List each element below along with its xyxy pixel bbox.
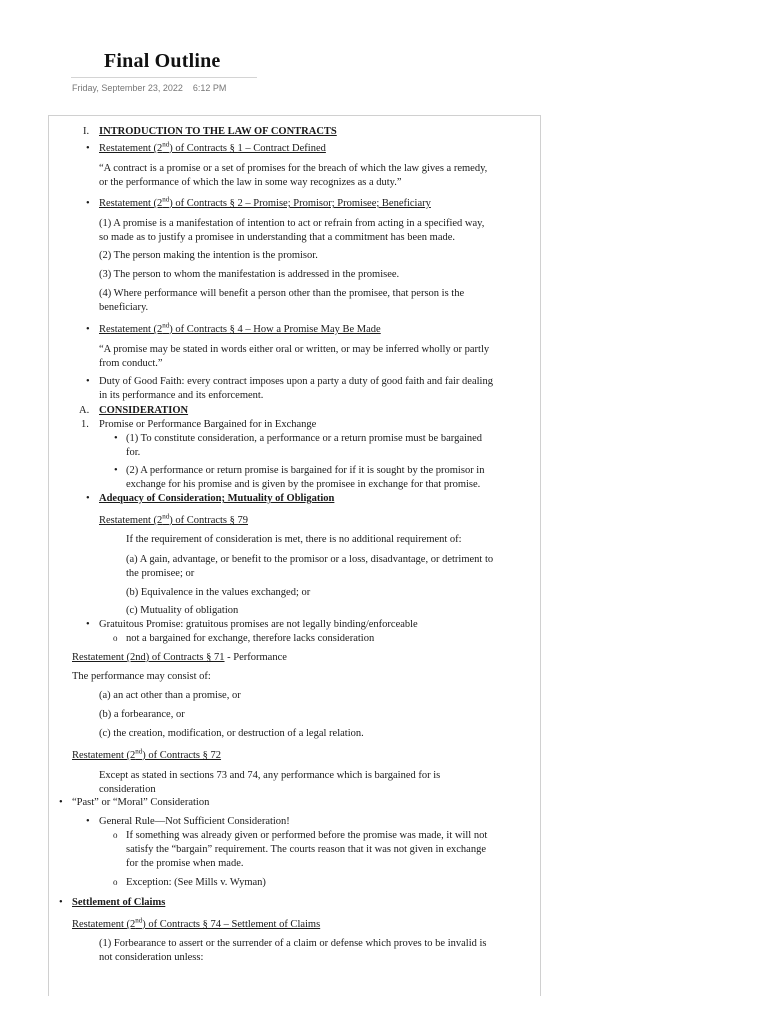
past-moral-heading: “Past” or “Moral” Consideration	[72, 797, 210, 808]
alpha-marker: A.	[79, 405, 90, 416]
past-consideration-line: for the promise when made.	[126, 858, 244, 869]
restatement-prefix: Restatement (2	[99, 143, 163, 154]
past-consideration-line: satisfy the “bargain” requirement. The courts reason that it was not given in exchange	[126, 844, 486, 855]
good-faith-line: in its performance and its enforcement.	[99, 390, 264, 401]
s1-title: 1 – Contract Defined	[237, 143, 326, 154]
s1-quote-line: or the performance of which the law in some way recognizes as a duty.”	[99, 177, 402, 188]
promise-bargained-item: Promise or Performance Bargained for in Exchange	[99, 419, 317, 430]
ordinal-suffix: nd	[135, 747, 143, 756]
restatement-s2-heading	[99, 197, 431, 211]
ordinal-suffix: nd	[162, 321, 170, 330]
exception-line: Exception: (See Mills v. Wyman)	[126, 877, 266, 888]
of-contracts-prefix: ) of Contracts §	[169, 515, 238, 526]
restatement-prefix: Restatement (2	[72, 919, 136, 930]
restatement-s72-heading	[72, 749, 221, 763]
adequacy-heading: Adequacy of Consideration; Mutuality of Obligation	[99, 493, 335, 504]
gratuitous-sub-line: not a bargained for exchange, therefore lacks consideration	[126, 633, 375, 644]
bullet-marker: •	[59, 897, 63, 908]
s4-quote-line: from conduct.”	[99, 358, 163, 369]
good-faith-line: Duty of Good Faith: every contract imposes upon a party a duty of good faith and fair dealing	[99, 376, 493, 387]
restatement-prefix: Restatement (2	[72, 750, 136, 761]
restatement-s71-heading	[72, 651, 287, 665]
bullet-marker: •	[86, 198, 90, 209]
restatement-s79-heading	[99, 514, 248, 528]
circle-marker: o	[113, 633, 118, 643]
s74-line: not consideration unless:	[99, 952, 204, 963]
of-contracts-prefix: ) of Contracts §	[142, 919, 211, 930]
s2-paragraph-line: (2) The person making the intention is the promisor.	[99, 250, 318, 261]
bargain-rule-line: for.	[126, 447, 141, 458]
of-contracts-prefix: ) of Contracts §	[169, 198, 238, 209]
bullet-marker: •	[86, 816, 90, 827]
s79-line: If the requirement of consideration is met, there is no additional requirement of:	[126, 534, 462, 545]
s72-line: consideration	[99, 784, 156, 795]
page-timestamp	[72, 83, 226, 93]
restatement-s1-heading	[99, 142, 326, 156]
ordinal-suffix: nd	[162, 140, 170, 149]
s2-paragraph-line: (3) The person to whom the manifestation is addressed in the promisee.	[99, 269, 400, 280]
s71-line: (a) an act other than a promise, or	[99, 690, 241, 701]
s4-quote-line: “A promise may be stated in words either oral or written, or may be inferred wholly or partly	[99, 344, 490, 355]
bullet-marker: •	[86, 619, 90, 630]
s74-line: (1) Forbearance to assert or the surrender of a claim or defense which proves to be invalid is	[99, 938, 487, 949]
settlement-heading: Settlement of Claims	[72, 897, 166, 908]
title-divider	[71, 77, 257, 78]
s2-paragraph-line: (1) A promise is a manifestation of intention to act or refrain from acting in a specified way,	[99, 218, 485, 229]
bargain-rule-line: exchange for his promise and is given by the promisee in exchange for that promise.	[126, 479, 481, 490]
roman-marker: I.	[83, 126, 90, 137]
s79-line: (c) Mutuality of obligation	[126, 605, 239, 616]
s79-line: (a) A gain, advantage, or benefit to the promisor or a loss, disadvantage, or detriment to	[126, 554, 494, 565]
page-date: Friday, September 23, 2022	[72, 83, 183, 93]
bargain-rule-line: (1) To constitute consideration, a performance or a return promise must be bargained	[126, 433, 483, 444]
s1-quote-line: “A contract is a promise or a set of promises for the breach of which the law gives a remedy,	[99, 163, 488, 174]
bullet-marker: •	[114, 433, 118, 444]
s71-line: The performance may consist of:	[72, 671, 211, 682]
s2-title: 2 – Promise; Promisor; Promisee; Beneficiary	[237, 198, 431, 209]
s2-paragraph-line: beneficiary.	[99, 302, 149, 313]
past-consideration-line: If something was already given or performed before the promise was made, it will not	[126, 830, 488, 841]
s79-title: 79	[237, 515, 249, 526]
bullet-marker: •	[114, 465, 118, 476]
of-contracts-prefix: ) of Contracts §	[169, 324, 238, 335]
bargain-rule-line: (2) A performance or return promise is bargained for if it is sought by the promisor in	[126, 465, 485, 476]
gratuitous-promise-line: Gratuitous Promise: gratuitous promises are not legally binding/enforceable	[99, 619, 418, 630]
circle-marker: o	[113, 830, 118, 840]
bullet-marker: •	[86, 324, 90, 335]
page-time: 6:12 PM	[192, 83, 227, 93]
ordinal-suffix: nd	[135, 916, 143, 925]
s71-line: (b) a forbearance, or	[99, 709, 185, 720]
bullet-marker: •	[59, 797, 63, 808]
number-marker: 1.	[81, 419, 89, 430]
restatement-prefix: Restatement (2	[99, 515, 163, 526]
restatement-s74-heading	[72, 918, 320, 932]
s72-title: 72	[210, 750, 222, 761]
ordinal-suffix: nd	[162, 512, 170, 521]
bullet-marker: •	[86, 493, 90, 504]
s71-link[interactable]: Restatement (2nd) of Contracts § 71	[72, 652, 225, 663]
of-contracts-prefix: ) of Contracts §	[169, 143, 238, 154]
bullet-marker: •	[86, 376, 90, 387]
s72-line: Except as stated in sections 73 and 74, any performance which is bargained for is	[99, 770, 441, 781]
section-heading-consideration: CONSIDERATION	[99, 405, 189, 416]
s2-paragraph-line: (4) Where performance will benefit a person other than the promisee, that person is the	[99, 288, 465, 299]
of-contracts-prefix: ) of Contracts §	[142, 750, 211, 761]
page-title: Final Outline	[104, 50, 221, 72]
s71-line: (c) the creation, modification, or destruction of a legal relation.	[99, 728, 364, 739]
restatement-prefix: Restatement (2	[99, 324, 163, 335]
ordinal-suffix: nd	[162, 195, 170, 204]
s79-line: (b) Equivalence in the values exchanged; or	[126, 587, 311, 598]
restatement-prefix: Restatement (2	[99, 198, 163, 209]
s79-line: the promisee; or	[126, 568, 195, 579]
bullet-marker: •	[86, 143, 90, 154]
s2-paragraph-line: so made as to justify a promisee in understanding that a commitment has been made.	[99, 232, 456, 243]
general-rule-line: General Rule—Not Sufficient Consideration!	[99, 816, 290, 827]
s71-suffix: - Performance	[224, 652, 287, 663]
section-heading-introduction: INTRODUCTION TO THE LAW OF CONTRACTS	[99, 126, 337, 137]
s4-title: 4 – How a Promise May Be Made	[237, 324, 381, 335]
circle-marker: o	[113, 877, 118, 887]
s74-title: 74 – Settlement of Claims	[210, 919, 321, 930]
restatement-s4-heading	[99, 323, 381, 337]
